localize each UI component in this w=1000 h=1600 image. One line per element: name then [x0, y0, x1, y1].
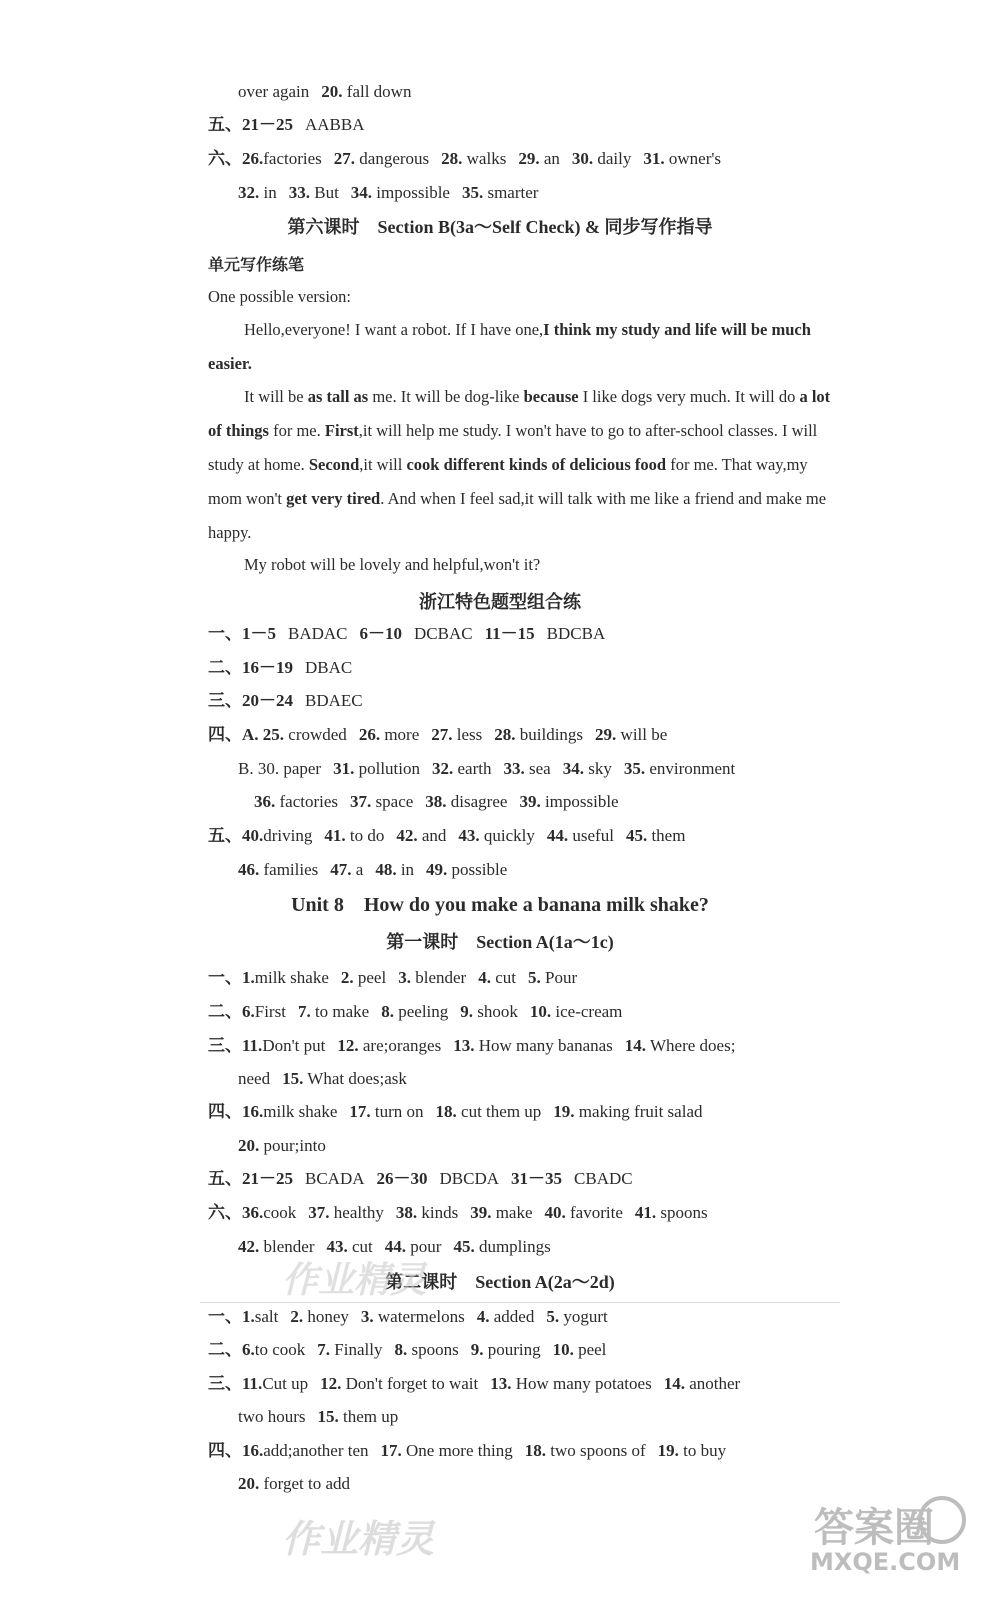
answer-text: Pour: [544, 968, 578, 987]
question-number: 39.: [470, 1203, 492, 1222]
question-range: 26－30: [376, 1169, 428, 1188]
question-number: 12.: [320, 1374, 342, 1393]
answer-text: are;oranges: [362, 1036, 442, 1055]
question-number: 2.: [340, 968, 354, 987]
question-number: 五、40.: [208, 826, 264, 845]
answer-text: Don't forget to wait: [345, 1374, 479, 1393]
question-number: 46.: [238, 860, 260, 879]
question-number: 7.: [317, 1340, 331, 1359]
answer-line: [208, 1035, 735, 1057]
answer-text: pouring: [487, 1340, 541, 1359]
answer-text: milk shake: [254, 968, 329, 987]
answer-line: [238, 1068, 407, 1090]
question-number: 35.: [461, 183, 484, 202]
answer-line: [208, 623, 605, 645]
answer-text: milk shake: [263, 1102, 338, 1121]
answer-text: BCADA: [305, 1169, 365, 1188]
lesson-heading: 第二课时 Section A(2a～2d): [385, 1272, 615, 1292]
question-number: 35.: [623, 759, 646, 778]
answer-line: [208, 967, 577, 989]
question-number: 43.: [326, 1237, 348, 1256]
answer-text: blender: [415, 968, 467, 987]
answer-text: cut them up: [461, 1102, 542, 1121]
answer-text: healthy: [333, 1203, 384, 1222]
answer-text: to cook: [254, 1340, 306, 1359]
answer-text: need: [238, 1069, 271, 1088]
question-number: 14.: [663, 1374, 685, 1393]
answer-text: blender: [263, 1237, 315, 1256]
answer-text: add;another ten: [263, 1441, 369, 1460]
answer-text: making fruit salad: [578, 1102, 703, 1121]
essay-bold-text: a lot of things: [208, 387, 831, 440]
question-number: 41.: [634, 1203, 657, 1222]
essay-text: ,it will: [359, 455, 407, 474]
answer-text: two hours: [238, 1407, 306, 1426]
answer-text: Finally: [334, 1340, 383, 1359]
answer-text: impossible: [376, 183, 450, 202]
essay-text: . And when I feel sad,it will talk with me like a friend and make me happy.: [208, 489, 827, 542]
answer-text: to do: [349, 826, 385, 845]
answer-text: crowded: [288, 725, 347, 744]
essay-text: ,it will help me study. I won't have to go to after-school classes. I will study at home.: [208, 421, 818, 474]
question-number: 一、1.: [208, 968, 255, 987]
question-number: 10.: [529, 1002, 552, 1021]
answer-text: salt: [254, 1307, 279, 1326]
answer-text: forget to add: [263, 1474, 351, 1493]
question-number: 六、26.: [208, 149, 264, 168]
answer-text: DBAC: [305, 658, 353, 677]
answer-text: will be: [620, 725, 668, 744]
answer-line: [208, 1202, 708, 1224]
question-number: 六、36.: [208, 1203, 264, 1222]
question-number: 49.: [426, 860, 448, 879]
answer-text: factories: [263, 149, 322, 168]
answer-line: [208, 825, 685, 847]
question-number: 3.: [360, 1307, 374, 1326]
answer-text: First: [254, 1002, 286, 1021]
logo-text: 答案圈: [814, 1505, 934, 1551]
answer-text: One more thing: [406, 1441, 513, 1460]
question-number: 33.: [503, 759, 525, 778]
answer-line: [208, 1101, 703, 1123]
answer-line: [208, 1339, 606, 1361]
question-number: 15.: [282, 1069, 304, 1088]
essay-bold-text: as tall as: [307, 387, 369, 406]
answer-line: [238, 81, 411, 103]
answer-line: [208, 1001, 622, 1023]
answer-text: spoons: [411, 1340, 459, 1359]
question-number: 17.: [349, 1102, 371, 1121]
answer-text: them up: [343, 1407, 399, 1426]
question-range: 三、20－24: [208, 691, 293, 710]
question-number: 14.: [624, 1036, 647, 1055]
answer-text: ice-cream: [555, 1002, 623, 1021]
question-number: 4.: [476, 1307, 490, 1326]
question-number: 4.: [478, 968, 491, 987]
answer-text: peel: [357, 968, 387, 987]
question-number: 27.: [333, 149, 356, 168]
question-number: 一、1.: [208, 1307, 255, 1326]
question-number: 20.: [238, 1136, 260, 1155]
answer-text: How many bananas: [478, 1036, 613, 1055]
question-number: 30.: [571, 149, 594, 168]
question-number: 13.: [490, 1374, 512, 1393]
essay-bold-text: cook different kinds of delicious food: [406, 455, 667, 474]
answer-line: [208, 1168, 633, 1190]
watermark: 作业精灵: [282, 1517, 435, 1561]
question-number: 40.: [544, 1203, 566, 1222]
answer-line: [208, 148, 721, 170]
answer-text: spoons: [660, 1203, 708, 1222]
answer-text: added: [493, 1307, 535, 1326]
answer-text: Don't put: [262, 1036, 326, 1055]
answer-text: walks: [466, 149, 507, 168]
question-number: 19.: [553, 1102, 575, 1121]
answer-line: [238, 1135, 326, 1157]
answer-text: buildings: [519, 725, 584, 744]
question-number: 20.: [238, 1474, 260, 1493]
essay-text: Hello,everyone! I want a robot. If I have one,: [244, 320, 544, 339]
essay-bold-text: because: [523, 387, 579, 406]
answer-text: honey: [307, 1307, 349, 1326]
answer-text: cook: [263, 1203, 297, 1222]
question-number: 9.: [460, 1002, 474, 1021]
question-number: 39.: [519, 792, 541, 811]
question-number: 9.: [470, 1340, 484, 1359]
answer-text: BDAEC: [305, 691, 363, 710]
question-number: 二、6.: [208, 1340, 255, 1359]
answer-line: [208, 690, 363, 712]
question-number: 3.: [398, 968, 411, 987]
question-number: 四、16.: [208, 1102, 264, 1121]
answer-line: [238, 758, 735, 780]
answer-text: How many potatoes: [515, 1374, 652, 1393]
answer-text: owner's: [668, 149, 722, 168]
answer-text: impossible: [544, 792, 619, 811]
question-number: 34.: [562, 759, 584, 778]
question-number: 10.: [552, 1340, 574, 1359]
essay-bold-text: get very tired: [286, 489, 381, 508]
answer-line: [238, 859, 507, 881]
question-number: 38.: [425, 792, 447, 811]
answer-text: DBCDA: [439, 1169, 500, 1188]
answer-text: DCBAC: [414, 624, 473, 643]
question-number: 37.: [350, 792, 372, 811]
question-number: 7.: [297, 1002, 311, 1021]
answer-text: CBADC: [574, 1169, 633, 1188]
answer-text: shook: [477, 1002, 518, 1021]
question-number: 44.: [384, 1237, 407, 1256]
question-number: 8.: [381, 1002, 394, 1021]
essay-text: I like dogs very much. It will do: [578, 387, 800, 406]
answer-text: daily: [597, 149, 632, 168]
answer-text: watermelons: [377, 1307, 465, 1326]
question-number: 12.: [337, 1036, 359, 1055]
answer-line: [238, 1406, 398, 1428]
answer-text: possible: [451, 860, 508, 879]
answer-text: What does;ask: [307, 1069, 407, 1088]
answer-text: space: [375, 792, 414, 811]
answer-text: less: [456, 725, 483, 744]
watermark: 作业精灵: [282, 1260, 427, 1301]
question-range: 6－10: [359, 624, 403, 643]
answer-line: [208, 114, 365, 136]
answer-text: sky: [588, 759, 612, 778]
answer-line: [208, 1440, 726, 1462]
question-number: 28.: [494, 725, 516, 744]
answer-text: over again: [238, 82, 310, 101]
question-number: 20.: [321, 82, 343, 101]
answer-text: quickly: [483, 826, 535, 845]
question-number: 三、11.: [208, 1036, 263, 1055]
answer-text: Cut up: [262, 1374, 309, 1393]
question-number: 44.: [546, 826, 569, 845]
answer-text: BDCBA: [546, 624, 606, 643]
answer-line: [254, 791, 619, 813]
question-number: 17.: [380, 1441, 402, 1460]
question-number: 43.: [458, 826, 480, 845]
question-number: 42.: [238, 1237, 260, 1256]
essay-text: for me.: [268, 421, 325, 440]
question-number: 38.: [395, 1203, 418, 1222]
question-number: 三、11.: [208, 1374, 263, 1393]
answer-text: favorite: [570, 1203, 623, 1222]
question-number: 27.: [431, 725, 453, 744]
question-range: 一、1－5: [208, 624, 276, 643]
question-range: 31－35: [511, 1169, 563, 1188]
essay-paragraph: [208, 313, 840, 381]
answer-text: smarter: [487, 183, 539, 202]
question-number: 31.: [643, 149, 665, 168]
question-number: 47.: [330, 860, 352, 879]
question-number: 41.: [324, 826, 346, 845]
essay-paragraph: My robot will be lovely and helpful,won't it?: [244, 555, 541, 574]
answer-text: disagree: [450, 792, 508, 811]
lesson-heading: 第一课时 Section A(1a～1c): [386, 932, 614, 952]
answer-text: and: [421, 826, 447, 845]
essay-text: It will be: [244, 387, 308, 406]
question-number: 34.: [350, 183, 373, 202]
question-range: 二、16－19: [208, 658, 293, 677]
question-number: 8.: [394, 1340, 408, 1359]
question-number: 19.: [657, 1441, 679, 1460]
answer-text: factories: [279, 792, 339, 811]
answer-text: in: [400, 860, 415, 879]
answer-text: pollution: [358, 759, 421, 778]
question-number: 15.: [317, 1407, 339, 1426]
essay-bold-text: I think my study and life will be much easier.: [208, 320, 811, 373]
answer-line: [208, 1306, 608, 1328]
question-number: 32.: [432, 759, 454, 778]
question-number: 48.: [375, 860, 397, 879]
answer-text: to make: [314, 1002, 370, 1021]
question-number: B. 30.: [238, 759, 280, 778]
question-number: 29.: [595, 725, 617, 744]
answer-text: pour;into: [263, 1136, 326, 1155]
answer-text: in: [263, 183, 277, 202]
question-number: 2.: [290, 1307, 304, 1326]
essay-bold-text: First: [324, 421, 359, 440]
answer-line: [238, 182, 538, 204]
question-range: 11－15: [484, 624, 535, 643]
answer-text: turn on: [374, 1102, 424, 1121]
answer-text: sea: [529, 759, 551, 778]
question-number: 32.: [238, 183, 260, 202]
answer-line: [238, 1473, 350, 1495]
answer-text: families: [263, 860, 319, 879]
answer-line: [208, 657, 352, 679]
answer-line: [208, 1373, 740, 1395]
answer-text: peeling: [398, 1002, 449, 1021]
question-number: 18.: [524, 1441, 546, 1460]
question-number: 四、16.: [208, 1441, 264, 1460]
answer-text: But: [314, 183, 339, 202]
answer-text: AABBA: [305, 115, 365, 134]
answer-text: cut: [351, 1237, 373, 1256]
question-number: 18.: [435, 1102, 457, 1121]
essay-bold-text: Second: [308, 455, 360, 474]
question-number: 31.: [333, 759, 355, 778]
question-range: 五、21－25: [208, 115, 293, 134]
essay-paragraph: [208, 380, 840, 550]
question-number: 42.: [396, 826, 418, 845]
subsection-heading: 单元写作练笔: [208, 257, 305, 274]
answer-text: dumplings: [478, 1237, 551, 1256]
logo-domain: MXQE.COM: [810, 1548, 961, 1576]
answer-text: fall down: [346, 82, 412, 101]
question-number: 28.: [441, 149, 463, 168]
unit-title: Unit 8 How do you make a banana milk shake?: [291, 894, 709, 916]
essay-text: me. It will be dog-like: [368, 387, 524, 406]
question-number: 13.: [453, 1036, 475, 1055]
answer-text: dangerous: [359, 149, 430, 168]
answer-text: another: [689, 1374, 741, 1393]
answer-text: kinds: [421, 1203, 459, 1222]
answer-text: Where does;: [649, 1036, 736, 1055]
answer-text: yogurt: [563, 1307, 608, 1326]
answer-text: a: [355, 860, 364, 879]
essay-text: for me. That way,my mom won't: [208, 455, 808, 508]
answer-text: two spoons of: [550, 1441, 646, 1460]
answer-text: cut: [495, 968, 516, 987]
answer-text: more: [384, 725, 420, 744]
question-number: 5.: [546, 1307, 560, 1326]
question-number: 5.: [527, 968, 541, 987]
answer-text: driving: [263, 826, 313, 845]
answer-text: pour: [410, 1237, 442, 1256]
question-number: 45.: [453, 1237, 475, 1256]
answer-text: earth: [457, 759, 492, 778]
question-number: 45.: [625, 826, 648, 845]
question-number: 37.: [308, 1203, 330, 1222]
answer-text: peel: [578, 1340, 607, 1359]
site-logo: [810, 1488, 970, 1578]
question-number: 二、6.: [208, 1002, 255, 1021]
section-heading: 浙江特色题型组合练: [419, 592, 581, 612]
section-heading: 第六课时 Section B(3a～Self Check) & 同步写作指导: [287, 217, 713, 237]
answer-text: paper: [283, 759, 322, 778]
answer-text: them: [651, 826, 686, 845]
question-number: 26.: [358, 725, 381, 744]
answer-text: useful: [572, 826, 614, 845]
answer-line: [208, 724, 667, 746]
answer-text: BADAC: [288, 624, 348, 643]
answer-text: an: [543, 149, 560, 168]
version-label: One possible version:: [208, 287, 351, 306]
question-number: 四、A. 25.: [208, 725, 285, 744]
question-number: 33.: [288, 183, 310, 202]
question-range: 五、21－25: [208, 1169, 293, 1188]
question-number: 36.: [254, 792, 276, 811]
answer-text: environment: [649, 759, 736, 778]
answer-text: make: [495, 1203, 533, 1222]
question-number: 29.: [518, 149, 540, 168]
answer-text: to buy: [683, 1441, 727, 1460]
